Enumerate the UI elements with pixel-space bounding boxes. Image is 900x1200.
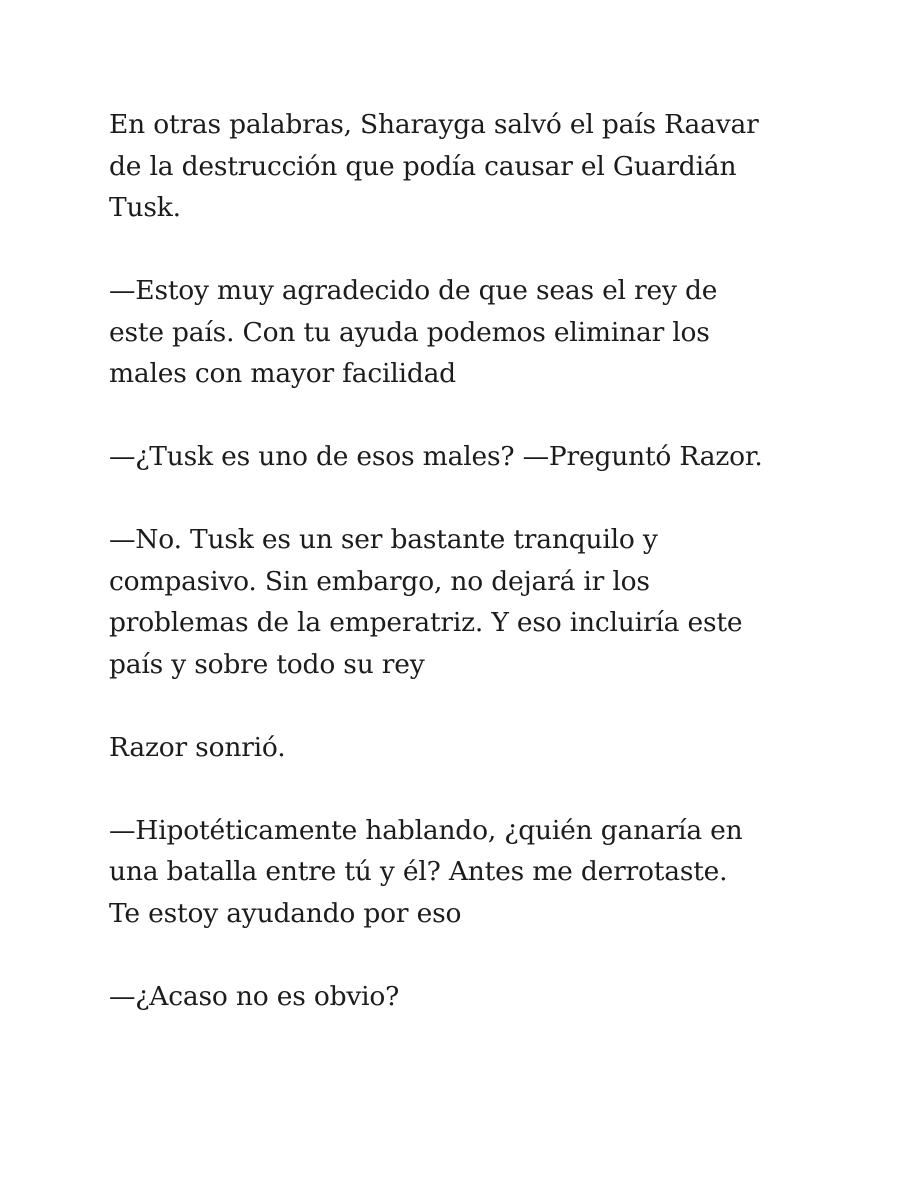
text-line: —No. Tusk es un ser bastante tranquilo y: [109, 524, 658, 555]
text-line: —Hipotéticamente hablando, ¿quién ganaría en: [109, 814, 743, 846]
paragraph-1: [109, 104, 809, 229]
paragraph-2: [109, 270, 809, 395]
text-line: —¿Tusk es uno de esos males? —Preguntó Razor.: [109, 441, 763, 472]
paragraph-5: [109, 727, 809, 769]
text-line: compasivo. Sin embargo, no dejará ir los: [109, 565, 650, 597]
paragraph-3: [109, 436, 809, 478]
text-line: Razor sonrió.: [109, 731, 286, 763]
paragraph-6: [109, 810, 809, 935]
paragraph-4: [109, 519, 809, 685]
text-line: país y sobre todo su rey: [109, 648, 425, 680]
text-line: males con mayor facilidad: [109, 358, 456, 389]
paragraph-7: [109, 976, 809, 1018]
text-line: una batalla entre tú y él? Antes me derrotaste.: [109, 856, 728, 887]
text-line: problemas de la emperatriz. Y eso incluiría este: [109, 607, 743, 638]
text-line: Tusk.: [109, 192, 181, 223]
text-line: este país. Con tu ayuda podemos eliminar los: [109, 316, 710, 348]
text-line: —¿Acaso no es obvio?: [109, 980, 400, 1012]
text-line: —Estoy muy agradecido de que seas el rey de: [109, 275, 718, 306]
body-text: [109, 104, 809, 1059]
text-line: de la destrucción que podía causar el Guardián: [109, 150, 737, 182]
text-line: Te estoy ayudando por eso: [109, 897, 462, 929]
text-line: En otras palabras, Sharayga salvó el país Raavar: [109, 109, 759, 140]
